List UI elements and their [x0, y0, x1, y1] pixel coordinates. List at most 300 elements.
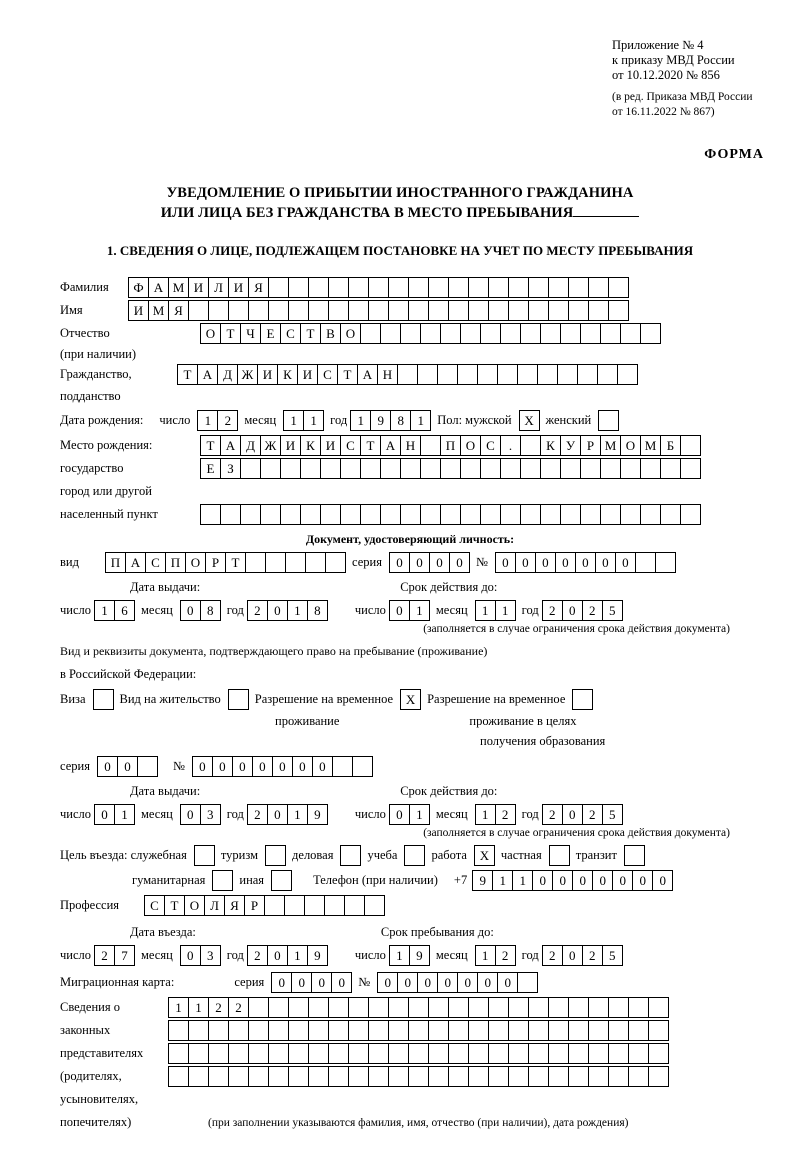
char-cell[interactable]: 0 — [555, 552, 576, 573]
char-cell[interactable]: 2 — [217, 410, 238, 431]
char-cell[interactable] — [288, 1020, 309, 1041]
char-cell[interactable]: П — [165, 552, 186, 573]
char-cell[interactable]: Т — [177, 364, 198, 385]
sex-male-checkbox[interactable] — [519, 410, 539, 431]
visa-checkbox[interactable] — [93, 689, 113, 710]
char-cell[interactable] — [468, 300, 489, 321]
char-cell[interactable] — [600, 323, 621, 344]
char-cell[interactable]: 1 — [512, 870, 533, 891]
char-cell[interactable] — [560, 504, 581, 525]
char-cell[interactable] — [428, 300, 449, 321]
char-cell[interactable] — [271, 870, 292, 891]
char-cell[interactable] — [240, 504, 261, 525]
char-cell[interactable] — [408, 300, 429, 321]
char-cell[interactable] — [588, 997, 609, 1018]
char-cell[interactable]: 0 — [212, 756, 233, 777]
char-cell[interactable]: 0 — [457, 972, 478, 993]
char-cell[interactable] — [208, 1043, 229, 1064]
birth-day-input[interactable] — [197, 410, 237, 431]
char-cell[interactable]: 0 — [377, 972, 398, 993]
char-cell[interactable] — [408, 1066, 429, 1087]
char-cell[interactable] — [348, 1020, 369, 1041]
char-cell[interactable] — [248, 997, 269, 1018]
char-cell[interactable]: И — [297, 364, 318, 385]
stay-issue-year-input[interactable] — [247, 804, 327, 825]
char-cell[interactable] — [468, 1066, 489, 1087]
char-cell[interactable] — [368, 997, 389, 1018]
char-cell[interactable] — [648, 1066, 669, 1087]
char-cell[interactable] — [640, 504, 661, 525]
char-cell[interactable] — [560, 458, 581, 479]
char-cell[interactable]: К — [540, 435, 561, 456]
char-cell[interactable] — [548, 1020, 569, 1041]
stay-issue-day-input[interactable] — [94, 804, 134, 825]
char-cell[interactable]: 9 — [370, 410, 391, 431]
entry-year-input[interactable] — [247, 945, 327, 966]
char-cell[interactable] — [640, 323, 661, 344]
char-cell[interactable]: 2 — [228, 997, 249, 1018]
char-cell[interactable] — [388, 277, 409, 298]
char-cell[interactable]: 0 — [267, 804, 288, 825]
char-cell[interactable]: 1 — [287, 600, 308, 621]
char-cell[interactable] — [608, 1043, 629, 1064]
char-cell[interactable] — [660, 504, 681, 525]
char-cell[interactable] — [448, 997, 469, 1018]
char-cell[interactable] — [497, 364, 518, 385]
char-cell[interactable]: Т — [200, 435, 221, 456]
char-cell[interactable]: 1 — [409, 804, 430, 825]
char-cell[interactable]: М — [168, 277, 189, 298]
char-cell[interactable] — [600, 504, 621, 525]
char-cell[interactable] — [548, 997, 569, 1018]
char-cell[interactable]: О — [184, 895, 205, 916]
patronymic-input[interactable] — [200, 323, 660, 344]
char-cell[interactable] — [268, 277, 289, 298]
char-cell[interactable] — [548, 277, 569, 298]
purpose-official-checkbox[interactable] — [194, 845, 214, 866]
char-cell[interactable] — [137, 756, 158, 777]
char-cell[interactable]: 9 — [472, 870, 493, 891]
char-cell[interactable] — [348, 300, 369, 321]
char-cell[interactable] — [324, 895, 345, 916]
char-cell[interactable] — [352, 756, 373, 777]
birth-place-row3-input[interactable] — [200, 504, 700, 525]
char-cell[interactable]: 8 — [390, 410, 411, 431]
char-cell[interactable] — [568, 997, 589, 1018]
char-cell[interactable]: Р — [205, 552, 226, 573]
char-cell[interactable]: 0 — [532, 870, 553, 891]
char-cell[interactable] — [268, 1043, 289, 1064]
char-cell[interactable] — [360, 458, 381, 479]
char-cell[interactable]: А — [380, 435, 401, 456]
char-cell[interactable]: 2 — [542, 804, 563, 825]
char-cell[interactable] — [428, 1043, 449, 1064]
residence-checkbox[interactable] — [228, 689, 248, 710]
char-cell[interactable] — [368, 1020, 389, 1041]
char-cell[interactable] — [320, 458, 341, 479]
char-cell[interactable]: Т — [225, 552, 246, 573]
char-cell[interactable]: 2 — [582, 600, 603, 621]
char-cell[interactable] — [448, 1066, 469, 1087]
char-cell[interactable] — [265, 552, 286, 573]
char-cell[interactable]: 2 — [495, 945, 516, 966]
char-cell[interactable] — [228, 1043, 249, 1064]
char-cell[interactable] — [248, 1043, 269, 1064]
char-cell[interactable] — [440, 458, 461, 479]
char-cell[interactable] — [628, 1043, 649, 1064]
char-cell[interactable] — [332, 756, 353, 777]
char-cell[interactable]: 0 — [592, 870, 613, 891]
char-cell[interactable] — [397, 364, 418, 385]
char-cell[interactable] — [488, 1043, 509, 1064]
char-cell[interactable] — [528, 277, 549, 298]
char-cell[interactable] — [388, 1066, 409, 1087]
char-cell[interactable]: 5 — [602, 600, 623, 621]
char-cell[interactable] — [420, 458, 441, 479]
char-cell[interactable] — [568, 1043, 589, 1064]
char-cell[interactable]: 3 — [200, 804, 221, 825]
char-cell[interactable] — [308, 277, 329, 298]
char-cell[interactable]: 8 — [200, 600, 221, 621]
purpose-transit-checkbox[interactable] — [624, 845, 644, 866]
birth-place-row2-input[interactable] — [200, 458, 700, 479]
char-cell[interactable] — [468, 277, 489, 298]
char-cell[interactable]: 0 — [562, 804, 583, 825]
char-cell[interactable]: 1 — [94, 600, 115, 621]
char-cell[interactable]: Т — [300, 323, 321, 344]
char-cell[interactable]: Н — [400, 435, 421, 456]
char-cell[interactable]: А — [148, 277, 169, 298]
doc-issue-month-input[interactable] — [180, 600, 220, 621]
legal-rep-row4-input[interactable] — [168, 1066, 668, 1087]
char-cell[interactable] — [260, 458, 281, 479]
legal-rep-row1-input[interactable] — [168, 997, 668, 1018]
purpose-study-checkbox[interactable] — [404, 845, 424, 866]
char-cell[interactable]: 1 — [188, 997, 209, 1018]
char-cell[interactable] — [528, 1066, 549, 1087]
char-cell[interactable] — [480, 504, 501, 525]
char-cell[interactable]: К — [277, 364, 298, 385]
char-cell[interactable] — [344, 895, 365, 916]
char-cell[interactable] — [188, 1020, 209, 1041]
doc-issue-day-input[interactable] — [94, 600, 134, 621]
char-cell[interactable]: 0 — [94, 804, 115, 825]
char-cell[interactable] — [598, 410, 619, 431]
char-cell[interactable] — [228, 1066, 249, 1087]
char-cell[interactable] — [680, 435, 701, 456]
char-cell[interactable] — [428, 1066, 449, 1087]
char-cell[interactable] — [194, 845, 215, 866]
char-cell[interactable]: С — [145, 552, 166, 573]
char-cell[interactable]: 0 — [331, 972, 352, 993]
char-cell[interactable] — [208, 1066, 229, 1087]
char-cell[interactable] — [588, 300, 609, 321]
char-cell[interactable]: Я — [168, 300, 189, 321]
char-cell[interactable]: 1 — [409, 600, 430, 621]
purpose-work-checkbox[interactable] — [474, 845, 494, 866]
char-cell[interactable]: Е — [260, 323, 281, 344]
char-cell[interactable]: 9 — [307, 945, 328, 966]
char-cell[interactable]: О — [200, 323, 221, 344]
char-cell[interactable] — [188, 1043, 209, 1064]
char-cell[interactable]: 0 — [252, 756, 273, 777]
char-cell[interactable] — [680, 458, 701, 479]
char-cell[interactable] — [617, 364, 638, 385]
char-cell[interactable] — [520, 435, 541, 456]
char-cell[interactable]: 0 — [267, 600, 288, 621]
char-cell[interactable]: Р — [580, 435, 601, 456]
migration-series-input[interactable] — [271, 972, 351, 993]
stay-until-day-input[interactable] — [389, 945, 429, 966]
char-cell[interactable] — [580, 458, 601, 479]
char-cell[interactable]: 0 — [291, 972, 312, 993]
char-cell[interactable] — [228, 300, 249, 321]
char-cell[interactable] — [440, 504, 461, 525]
char-cell[interactable]: М — [148, 300, 169, 321]
char-cell[interactable] — [540, 504, 561, 525]
char-cell[interactable] — [305, 552, 326, 573]
char-cell[interactable] — [548, 300, 569, 321]
char-cell[interactable]: 0 — [562, 945, 583, 966]
char-cell[interactable]: 2 — [495, 804, 516, 825]
char-cell[interactable] — [508, 1020, 529, 1041]
char-cell[interactable]: 0 — [612, 870, 633, 891]
char-cell[interactable] — [325, 552, 346, 573]
char-cell[interactable]: 0 — [180, 804, 201, 825]
char-cell[interactable] — [549, 845, 570, 866]
char-cell[interactable] — [265, 845, 286, 866]
char-cell[interactable]: И — [257, 364, 278, 385]
temp-residence-checkbox[interactable] — [400, 689, 420, 710]
char-cell[interactable] — [228, 689, 249, 710]
char-cell[interactable] — [93, 689, 114, 710]
char-cell[interactable] — [408, 1043, 429, 1064]
char-cell[interactable]: 1 — [287, 804, 308, 825]
char-cell[interactable]: 0 — [497, 972, 518, 993]
char-cell[interactable] — [457, 364, 478, 385]
char-cell[interactable] — [572, 689, 593, 710]
char-cell[interactable] — [500, 323, 521, 344]
char-cell[interactable] — [620, 504, 641, 525]
char-cell[interactable] — [340, 845, 361, 866]
char-cell[interactable]: 0 — [117, 756, 138, 777]
char-cell[interactable] — [168, 1020, 189, 1041]
char-cell[interactable]: С — [144, 895, 165, 916]
char-cell[interactable] — [488, 1020, 509, 1041]
char-cell[interactable] — [568, 300, 589, 321]
purpose-humanitarian-checkbox[interactable] — [212, 870, 232, 891]
char-cell[interactable] — [488, 1066, 509, 1087]
entry-day-input[interactable] — [94, 945, 134, 966]
char-cell[interactable]: Д — [240, 435, 261, 456]
char-cell[interactable]: 0 — [575, 552, 596, 573]
char-cell[interactable] — [460, 504, 481, 525]
char-cell[interactable]: И — [320, 435, 341, 456]
char-cell[interactable] — [340, 504, 361, 525]
char-cell[interactable] — [328, 1020, 349, 1041]
char-cell[interactable] — [508, 1043, 529, 1064]
stay-issue-month-input[interactable] — [180, 804, 220, 825]
birth-place-row1-input[interactable] — [200, 435, 700, 456]
char-cell[interactable] — [248, 300, 269, 321]
char-cell[interactable]: Ж — [260, 435, 281, 456]
char-cell[interactable]: 0 — [180, 600, 201, 621]
char-cell[interactable] — [624, 845, 645, 866]
char-cell[interactable] — [628, 997, 649, 1018]
char-cell[interactable]: 2 — [542, 600, 563, 621]
char-cell[interactable]: 7 — [114, 945, 135, 966]
char-cell[interactable]: Л — [208, 277, 229, 298]
purpose-other-checkbox[interactable] — [271, 870, 291, 891]
purpose-private-checkbox[interactable] — [549, 845, 569, 866]
char-cell[interactable] — [635, 552, 656, 573]
char-cell[interactable]: 5 — [602, 804, 623, 825]
char-cell[interactable]: Д — [217, 364, 238, 385]
char-cell[interactable]: А — [197, 364, 218, 385]
char-cell[interactable] — [260, 504, 281, 525]
char-cell[interactable]: Ж — [237, 364, 258, 385]
char-cell[interactable] — [360, 323, 381, 344]
char-cell[interactable]: 2 — [247, 600, 268, 621]
char-cell[interactable] — [520, 504, 541, 525]
char-cell[interactable]: 0 — [389, 804, 410, 825]
char-cell[interactable] — [300, 504, 321, 525]
char-cell[interactable] — [655, 552, 676, 573]
char-cell[interactable] — [488, 997, 509, 1018]
surname-input[interactable] — [128, 277, 628, 298]
char-cell[interactable] — [284, 895, 305, 916]
char-cell[interactable]: 0 — [180, 945, 201, 966]
char-cell[interactable] — [308, 1020, 329, 1041]
char-cell[interactable] — [440, 323, 461, 344]
char-cell[interactable] — [648, 997, 669, 1018]
char-cell[interactable] — [640, 458, 661, 479]
stay-number-input[interactable] — [192, 756, 372, 777]
char-cell[interactable]: 1 — [495, 600, 516, 621]
stay-series-input[interactable] — [97, 756, 157, 777]
char-cell[interactable] — [404, 845, 425, 866]
char-cell[interactable] — [528, 300, 549, 321]
char-cell[interactable]: О — [185, 552, 206, 573]
char-cell[interactable]: А — [220, 435, 241, 456]
char-cell[interactable]: 0 — [311, 972, 332, 993]
char-cell[interactable] — [388, 1020, 409, 1041]
char-cell[interactable]: Р — [244, 895, 265, 916]
char-cell[interactable] — [468, 1020, 489, 1041]
char-cell[interactable] — [328, 1066, 349, 1087]
char-cell[interactable] — [348, 277, 369, 298]
char-cell[interactable] — [500, 504, 521, 525]
doc-issue-year-input[interactable] — [247, 600, 327, 621]
char-cell[interactable]: 0 — [312, 756, 333, 777]
char-cell[interactable] — [528, 1020, 549, 1041]
edu-residence-checkbox[interactable] — [572, 689, 592, 710]
char-cell[interactable] — [368, 1043, 389, 1064]
char-cell[interactable]: 0 — [389, 552, 410, 573]
char-cell[interactable] — [245, 552, 266, 573]
char-cell[interactable] — [648, 1043, 669, 1064]
char-cell[interactable] — [380, 323, 401, 344]
char-cell[interactable]: 2 — [542, 945, 563, 966]
char-cell[interactable] — [408, 1020, 429, 1041]
char-cell[interactable]: 2 — [247, 945, 268, 966]
sex-female-checkbox[interactable] — [598, 410, 618, 431]
char-cell[interactable] — [264, 895, 285, 916]
char-cell[interactable]: 0 — [397, 972, 418, 993]
char-cell[interactable]: 1 — [303, 410, 324, 431]
char-cell[interactable] — [288, 997, 309, 1018]
char-cell[interactable] — [528, 1043, 549, 1064]
char-cell[interactable]: С — [280, 323, 301, 344]
char-cell[interactable]: 1 — [475, 945, 496, 966]
char-cell[interactable] — [500, 458, 521, 479]
char-cell[interactable] — [280, 458, 301, 479]
char-cell[interactable] — [460, 458, 481, 479]
char-cell[interactable]: К — [300, 435, 321, 456]
char-cell[interactable]: 2 — [582, 804, 603, 825]
char-cell[interactable]: М — [640, 435, 661, 456]
char-cell[interactable]: Н — [377, 364, 398, 385]
char-cell[interactable]: 0 — [409, 552, 430, 573]
char-cell[interactable]: 0 — [632, 870, 653, 891]
char-cell[interactable]: 0 — [535, 552, 556, 573]
char-cell[interactable] — [557, 364, 578, 385]
char-cell[interactable]: 6 — [114, 600, 135, 621]
char-cell[interactable] — [560, 323, 581, 344]
char-cell[interactable] — [168, 1066, 189, 1087]
char-cell[interactable] — [628, 1020, 649, 1041]
char-cell[interactable] — [448, 300, 469, 321]
char-cell[interactable] — [608, 1066, 629, 1087]
char-cell[interactable] — [348, 1043, 369, 1064]
char-cell[interactable] — [680, 504, 701, 525]
char-cell[interactable] — [568, 277, 589, 298]
char-cell[interactable] — [248, 1066, 269, 1087]
char-cell[interactable] — [468, 997, 489, 1018]
char-cell[interactable]: 1 — [492, 870, 513, 891]
char-cell[interactable] — [400, 504, 421, 525]
doc-series-input[interactable] — [389, 552, 469, 573]
char-cell[interactable]: Б — [660, 435, 681, 456]
char-cell[interactable] — [288, 300, 309, 321]
char-cell[interactable] — [420, 323, 441, 344]
char-cell[interactable]: 1 — [287, 945, 308, 966]
char-cell[interactable] — [248, 1020, 269, 1041]
char-cell[interactable] — [320, 504, 341, 525]
char-cell[interactable]: 3 — [200, 945, 221, 966]
char-cell[interactable] — [520, 323, 541, 344]
char-cell[interactable] — [268, 1066, 289, 1087]
legal-rep-row3-input[interactable] — [168, 1043, 668, 1064]
char-cell[interactable] — [360, 504, 381, 525]
char-cell[interactable] — [208, 1020, 229, 1041]
char-cell[interactable]: О — [620, 435, 641, 456]
char-cell[interactable] — [620, 458, 641, 479]
char-cell[interactable] — [488, 300, 509, 321]
char-cell[interactable]: 0 — [271, 972, 292, 993]
char-cell[interactable] — [508, 300, 529, 321]
char-cell[interactable] — [280, 504, 301, 525]
char-cell[interactable] — [620, 323, 641, 344]
stay-until-year-input[interactable] — [542, 945, 622, 966]
char-cell[interactable]: 0 — [495, 552, 516, 573]
purpose-tourism-checkbox[interactable] — [265, 845, 285, 866]
char-cell[interactable]: 0 — [292, 756, 313, 777]
birth-month-input[interactable] — [283, 410, 323, 431]
doc-valid-year-input[interactable] — [542, 600, 622, 621]
char-cell[interactable] — [368, 300, 389, 321]
purpose-business-checkbox[interactable] — [340, 845, 360, 866]
